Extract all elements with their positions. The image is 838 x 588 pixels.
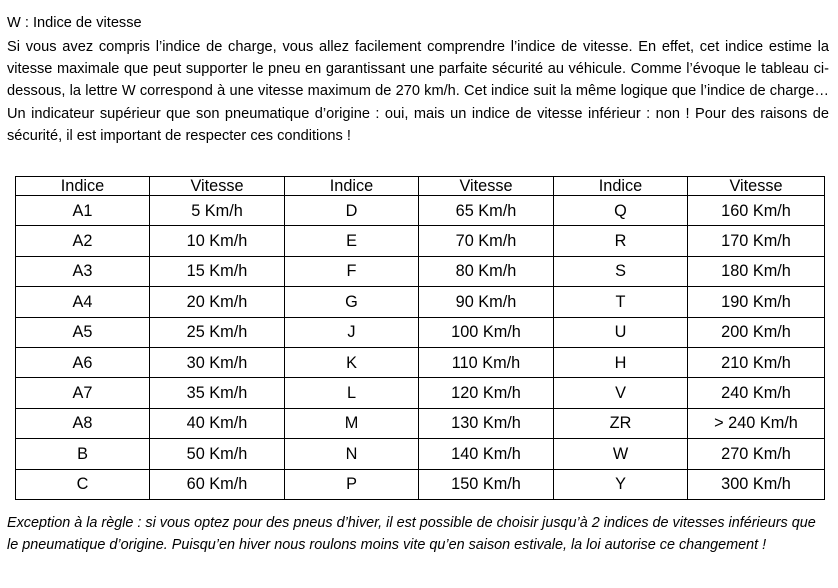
speed-cell: 20 Km/h (150, 287, 285, 317)
speed-cell: 10 Km/h (150, 226, 285, 256)
speed-cell: 140 Km/h (419, 439, 554, 469)
column-header: Indice (16, 177, 150, 196)
index-cell: W (554, 439, 688, 469)
speed-cell: 200 Km/h (688, 317, 825, 347)
table-row (16, 287, 825, 317)
speed-cell: 110 Km/h (419, 347, 554, 377)
speed-cell: 180 Km/h (688, 256, 825, 286)
index-cell: ZR (554, 408, 688, 438)
column-header: Vitesse (150, 177, 285, 196)
table-row (16, 226, 825, 256)
speed-index-table (15, 176, 825, 500)
index-cell: L (285, 378, 419, 408)
table-body (16, 196, 825, 500)
speed-cell: > 240 Km/h (688, 408, 825, 438)
index-cell: K (285, 347, 419, 377)
speed-cell: 190 Km/h (688, 287, 825, 317)
speed-cell: 240 Km/h (688, 378, 825, 408)
speed-cell: 170 Km/h (688, 226, 825, 256)
intro-paragraph: Si vous avez compris l’indice de charge, vous allez facilement comprendre l’indice de vitesse. En effet, cet indice estime la vitesse maximale que peut supporter le pneu en garantissant une parfaite sécurité au véhicule. Comme l’évoque le tableau ci-dessous, la lettre W correspond à une vitesse maximum de 270 km/h. Cet indice suit la même logique que l’indice de charge… Un indicateur supérieur que son pneumatique d’origine : oui, mais un indice de vitesse inférieur : non ! Pour des raisons de sécurité, il est important de respecter ces conditions ! (7, 39, 829, 144)
speed-cell: 25 Km/h (150, 317, 285, 347)
speed-cell: 80 Km/h (419, 256, 554, 286)
index-cell: A6 (16, 347, 150, 377)
speed-cell: 210 Km/h (688, 347, 825, 377)
section-heading: W : Indice de vitesse (7, 15, 142, 31)
speed-cell: 160 Km/h (688, 196, 825, 226)
index-cell: B (16, 439, 150, 469)
table-row (16, 317, 825, 347)
speed-cell: 150 Km/h (419, 469, 554, 499)
speed-cell: 15 Km/h (150, 256, 285, 286)
table-header-row (16, 177, 825, 196)
column-header: Vitesse (688, 177, 825, 196)
table-row (16, 378, 825, 408)
index-cell: S (554, 256, 688, 286)
index-cell: A8 (16, 408, 150, 438)
index-cell: D (285, 196, 419, 226)
index-cell: A1 (16, 196, 150, 226)
index-cell: Y (554, 469, 688, 499)
index-cell: A4 (16, 287, 150, 317)
column-header: Indice (285, 177, 419, 196)
speed-cell: 65 Km/h (419, 196, 554, 226)
index-cell: V (554, 378, 688, 408)
speed-cell: 30 Km/h (150, 347, 285, 377)
speed-cell: 60 Km/h (150, 469, 285, 499)
table-row (16, 347, 825, 377)
index-cell: A7 (16, 378, 150, 408)
index-cell: U (554, 317, 688, 347)
index-cell: A5 (16, 317, 150, 347)
index-cell: J (285, 317, 419, 347)
column-header: Indice (554, 177, 688, 196)
index-cell: P (285, 469, 419, 499)
table-row (16, 256, 825, 286)
speed-cell: 120 Km/h (419, 378, 554, 408)
speed-cell: 130 Km/h (419, 408, 554, 438)
speed-cell: 270 Km/h (688, 439, 825, 469)
exception-note: Exception à la règle : si vous optez pour des pneus d’hiver, il est possible de choisir jusqu’à 2 indices de vitesses inférieurs que le pneumatique d’origine. Puisqu’en hiver nous roulons moins vite qu’en saison estivale, la loi autorise ce changement ! (7, 515, 816, 554)
index-cell: M (285, 408, 419, 438)
index-cell: N (285, 439, 419, 469)
table-row (16, 196, 825, 226)
index-cell: C (16, 469, 150, 499)
index-cell: R (554, 226, 688, 256)
table-row (16, 408, 825, 438)
index-cell: G (285, 287, 419, 317)
table-row (16, 469, 825, 499)
index-cell: T (554, 287, 688, 317)
index-cell: E (285, 226, 419, 256)
speed-cell: 90 Km/h (419, 287, 554, 317)
index-cell: H (554, 347, 688, 377)
index-cell: A3 (16, 256, 150, 286)
speed-cell: 40 Km/h (150, 408, 285, 438)
speed-cell: 300 Km/h (688, 469, 825, 499)
speed-cell: 50 Km/h (150, 439, 285, 469)
column-header: Vitesse (419, 177, 554, 196)
speed-cell: 5 Km/h (150, 196, 285, 226)
speed-cell: 35 Km/h (150, 378, 285, 408)
speed-cell: 70 Km/h (419, 226, 554, 256)
speed-cell: 100 Km/h (419, 317, 554, 347)
index-cell: F (285, 256, 419, 286)
index-cell: Q (554, 196, 688, 226)
table-row (16, 439, 825, 469)
index-cell: A2 (16, 226, 150, 256)
